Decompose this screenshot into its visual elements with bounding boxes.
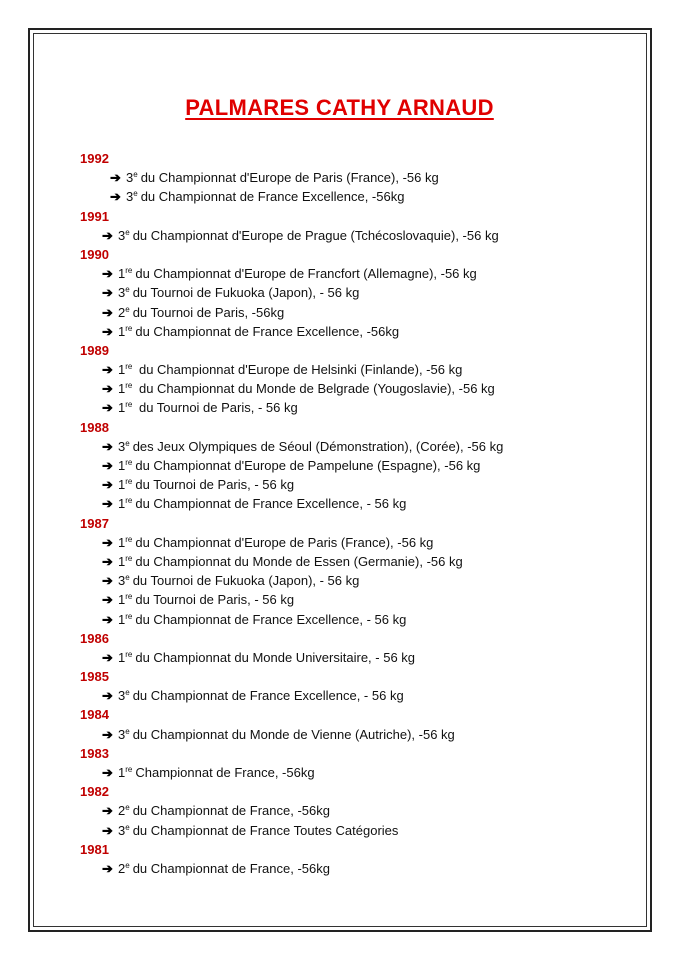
arrow-right-icon: ➔ — [102, 381, 113, 397]
result-description: du Tournoi de Paris, - 56 kg — [135, 400, 298, 416]
result-rank — [118, 285, 130, 300]
result-rank — [118, 650, 132, 665]
arrow-right-icon: ➔ — [102, 860, 113, 876]
arrow-right-icon: ➔ — [102, 611, 113, 627]
result-rank-number: 3 — [118, 438, 126, 454]
arrow-right-icon: ➔ — [102, 458, 113, 473]
result-rank — [118, 266, 132, 281]
result-description: du Championnat d'Europe de Prague (Tchécoslovaquie), -56 kg — [132, 227, 499, 243]
result-description: du Championnat de France Excellence, - 56 kg — [132, 688, 404, 704]
result-rank-suffix: re — [125, 458, 133, 467]
result-rank-number: 1 — [118, 266, 126, 282]
result-description: du Championnat de France Excellence, - 56 kg — [135, 496, 407, 512]
result-rank-number: 3 — [126, 189, 134, 205]
result-rank-number: 1 — [118, 323, 126, 339]
result-item — [80, 168, 640, 187]
result-rank-number: 2 — [118, 860, 126, 876]
result-item — [80, 283, 640, 302]
result-rank — [118, 228, 130, 243]
result-description: Championnat de France, -56kg — [135, 765, 315, 780]
arrow-right-icon: ➔ — [102, 765, 113, 780]
year-heading: 1984 — [80, 707, 109, 723]
result-rank-number: 3 — [118, 726, 126, 742]
result-rank — [118, 381, 132, 396]
arrow-right-icon: ➔ — [102, 266, 113, 282]
arrow-right-icon: ➔ — [102, 285, 113, 301]
result-rank — [118, 362, 132, 377]
arrow-right-icon: ➔ — [102, 573, 113, 589]
arrow-right-icon: ➔ — [110, 170, 121, 186]
result-description: du Tournoi de Fukuoka (Japon), - 56 kg — [132, 285, 360, 301]
result-rank-suffix: e — [125, 803, 130, 813]
result-rank-suffix: re — [125, 611, 133, 621]
result-description: du Championnat d'Europe de Paris (France), -56 kg — [140, 170, 439, 186]
year-heading: 1987 — [80, 515, 109, 531]
result-description: du Championnat de France Excellence, -56kg — [140, 189, 405, 205]
arrow-right-icon: ➔ — [102, 477, 113, 493]
result-rank-suffix: re — [125, 496, 133, 506]
result-rank-number: 2 — [118, 304, 126, 320]
result-rank-suffix: e — [133, 170, 138, 180]
year-heading: 1986 — [80, 630, 109, 646]
year-heading: 1990 — [80, 246, 109, 262]
result-description: du Championnat du Monde de Vienne (Autriche), -56 kg — [132, 726, 455, 742]
result-rank-number: 1 — [118, 553, 126, 569]
result-rank-suffix: e — [125, 822, 130, 832]
result-description: du Tournoi de Paris, - 56 kg — [135, 477, 295, 493]
result-item — [80, 322, 640, 341]
result-item — [80, 686, 640, 705]
result-description: du Championnat d'Europe de Pampelune (Espagne), -56 kg — [135, 458, 481, 473]
result-description: du Tournoi de Fukuoka (Japon), - 56 kg — [132, 573, 360, 589]
result-item — [80, 590, 640, 609]
document-title-text: PALMARES CATHY ARNAUD — [185, 95, 494, 120]
arrow-right-icon: ➔ — [102, 323, 113, 339]
result-rank — [118, 592, 132, 607]
result-rank — [118, 688, 130, 703]
result-item — [80, 859, 640, 878]
result-rank-number: 1 — [118, 477, 126, 493]
arrow-right-icon: ➔ — [102, 822, 113, 838]
result-item — [80, 494, 640, 513]
result-rank-suffix: e — [125, 304, 130, 314]
arrow-right-icon: ➔ — [102, 534, 113, 550]
result-rank — [118, 803, 130, 818]
result-rank — [118, 477, 132, 492]
result-rank-suffix: re — [125, 765, 133, 774]
result-rank — [118, 612, 132, 627]
result-rank — [118, 535, 132, 550]
year-heading: 1981 — [80, 841, 109, 857]
result-rank — [118, 458, 132, 473]
year-heading: 1985 — [80, 669, 109, 685]
result-rank-suffix: re — [125, 381, 133, 391]
result-item — [80, 821, 640, 840]
results-list — [80, 149, 640, 878]
arrow-right-icon: ➔ — [102, 649, 113, 665]
result-rank-suffix: e — [125, 573, 130, 583]
result-description: du Championnat de France, -56kg — [132, 803, 330, 819]
arrow-right-icon: ➔ — [102, 400, 113, 416]
result-rank-suffix: re — [125, 266, 133, 276]
arrow-right-icon: ➔ — [110, 189, 121, 205]
result-rank-number: 1 — [118, 458, 126, 473]
result-rank-number: 2 — [118, 803, 126, 819]
result-rank — [118, 727, 130, 742]
arrow-right-icon: ➔ — [102, 438, 113, 454]
year-heading: 1991 — [80, 208, 109, 224]
result-rank-number: 1 — [118, 400, 126, 416]
result-rank — [118, 305, 130, 320]
result-item — [80, 360, 640, 379]
result-item — [80, 398, 640, 417]
year-heading: 1992 — [80, 151, 109, 166]
result-rank — [118, 324, 132, 339]
result-item — [80, 763, 640, 782]
result-item — [80, 379, 640, 398]
result-item — [80, 610, 640, 629]
year-heading: 1982 — [80, 784, 109, 800]
result-rank — [118, 496, 132, 511]
result-description: du Championnat d'Europe de Francfort (Allemagne), -56 kg — [135, 266, 477, 282]
result-description: du Championnat du Monde de Essen (Germanie), -56 kg — [135, 553, 463, 569]
result-rank-suffix: re — [125, 592, 133, 602]
result-rank — [126, 189, 138, 204]
result-item — [80, 187, 640, 206]
document-title — [0, 95, 679, 121]
arrow-right-icon: ➔ — [102, 227, 113, 243]
arrow-right-icon: ➔ — [102, 496, 113, 512]
result-rank-suffix: re — [125, 534, 133, 544]
result-rank-suffix: e — [125, 688, 130, 698]
result-rank-number: 1 — [118, 534, 126, 550]
result-description: du Championnat de France Toutes Catégories — [132, 822, 399, 838]
year-heading: 1989 — [80, 342, 109, 358]
result-rank-suffix: e — [125, 285, 130, 295]
result-rank-number: 1 — [118, 649, 126, 665]
result-rank-suffix: re — [125, 649, 133, 659]
result-rank-suffix: e — [125, 860, 130, 870]
result-rank-number: 3 — [118, 227, 126, 243]
result-description: des Jeux Olympiques de Séoul (Démonstration), (Corée), -56 kg — [132, 438, 504, 454]
result-item — [80, 226, 640, 245]
year-heading: 1988 — [80, 419, 109, 435]
result-description: du Championnat du Monde Universitaire, - 56 kg — [135, 649, 416, 665]
result-rank — [118, 400, 132, 415]
result-item — [80, 571, 640, 590]
result-rank-number: 1 — [118, 611, 126, 627]
result-rank-suffix: re — [125, 400, 133, 410]
result-rank — [118, 573, 130, 588]
result-description: du Championnat de France, -56kg — [132, 860, 330, 876]
year-heading: 1983 — [80, 745, 109, 761]
result-rank-number: 1 — [118, 381, 126, 397]
arrow-right-icon: ➔ — [102, 362, 113, 378]
result-rank-number: 1 — [118, 496, 126, 512]
result-rank-suffix: re — [125, 323, 133, 333]
result-item — [80, 437, 640, 456]
result-rank-suffix: re — [125, 553, 133, 563]
arrow-right-icon: ➔ — [102, 688, 113, 704]
result-rank-number: 3 — [118, 285, 126, 301]
result-item — [80, 533, 640, 552]
arrow-right-icon: ➔ — [102, 304, 113, 320]
result-rank-number: 3 — [118, 688, 126, 704]
result-item — [80, 725, 640, 744]
result-description: du Championnat de France Excellence, - 56 kg — [135, 611, 407, 627]
result-item — [80, 264, 640, 283]
arrow-right-icon: ➔ — [102, 726, 113, 742]
result-item — [80, 648, 640, 667]
result-description: du Championnat d'Europe de Paris (France), -56 kg — [135, 534, 434, 550]
result-rank — [118, 439, 130, 454]
arrow-right-icon: ➔ — [102, 553, 113, 569]
result-rank-number: 1 — [118, 765, 126, 780]
result-description: du Championnat de France Excellence, -56kg — [135, 323, 400, 339]
result-rank-suffix: e — [125, 438, 130, 448]
result-rank — [118, 765, 132, 780]
result-rank-number: 3 — [118, 573, 126, 589]
result-rank-suffix: e — [133, 189, 138, 199]
result-item — [80, 475, 640, 494]
result-rank — [126, 170, 138, 185]
result-item — [80, 801, 640, 820]
result-rank-number: 3 — [118, 822, 126, 838]
result-rank — [118, 823, 130, 838]
result-description: du Tournoi de Paris, -56kg — [132, 304, 285, 320]
result-rank — [118, 554, 132, 569]
result-rank-suffix: e — [125, 227, 130, 237]
result-rank — [118, 861, 130, 876]
result-rank-number: 1 — [118, 362, 126, 378]
result-item — [80, 303, 640, 322]
arrow-right-icon: ➔ — [102, 803, 113, 819]
result-item — [80, 456, 640, 475]
result-description: du Tournoi de Paris, - 56 kg — [135, 592, 295, 608]
result-description: du Championnat d'Europe de Helsinki (Finlande), -56 kg — [135, 362, 463, 378]
result-rank-suffix: re — [125, 477, 133, 487]
result-rank-number: 1 — [118, 592, 126, 608]
result-rank-suffix: re — [125, 362, 133, 372]
result-description: du Championnat du Monde de Belgrade (Yougoslavie), -56 kg — [135, 381, 495, 397]
result-item — [80, 552, 640, 571]
result-rank-number: 3 — [126, 170, 134, 186]
result-rank-suffix: e — [125, 726, 130, 736]
arrow-right-icon: ➔ — [102, 592, 113, 608]
